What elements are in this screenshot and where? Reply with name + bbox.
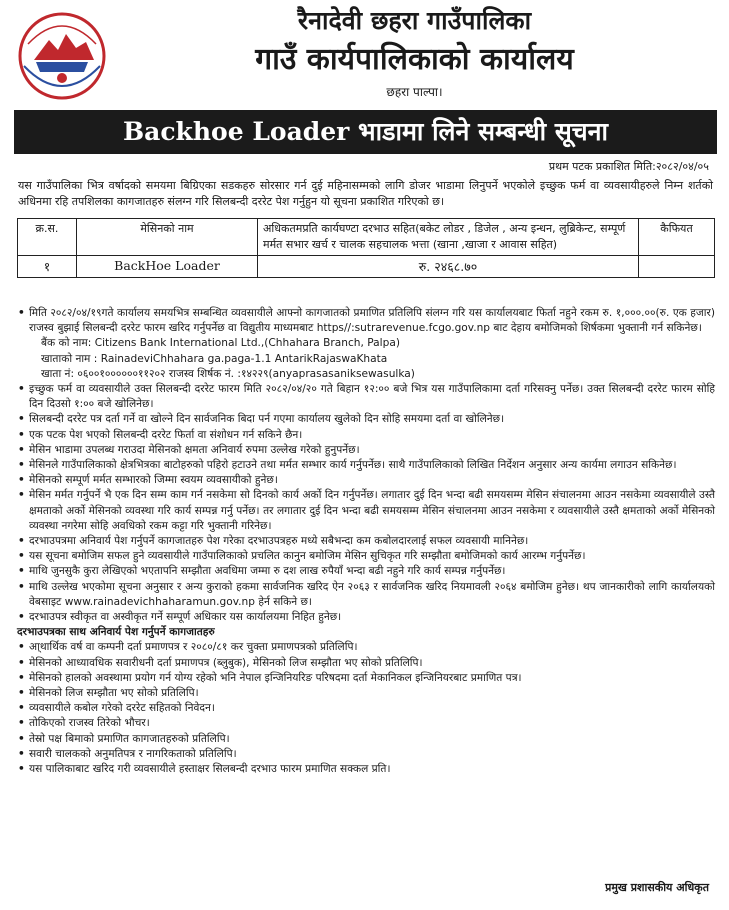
condition-item: • दरभाउपत्रमा अनिवार्य पेश गर्नुपर्ने कागजातहरु पेश गरेका दरभाउपत्रहरु मध्ये सबैभन्दा कम कबोलदारलाई सफल व्यवसायी मानिनेछ। [17,534,715,549]
condition-item [17,306,715,382]
document-item: • यस पालिकाबाट खरिद गरी व्यवसायीले हस्ताक्षर सिलबन्दी दरभाउ फारम प्रमाणित सक्कल प्रति। [17,762,715,777]
condition-item: • माथि उल्लेख भएकोमा सूचना अनुसार र अन्य कुराको हकमा सार्वजनिक खरिद ऐन २०६३ र सार्वजनिक खरिद नियमावली २०६४ बमोजिम हुनेछ। थप जानकारीको लागि कार्यालयको वेबसाइट www.rainadevichhaharamun.gov.np हेर्न सकिने छ। [17,580,715,610]
table-row [18,256,715,278]
condition-item: • मेसिनले गाउँपालिकाको क्षेत्रभित्रका बाटोहरुको पहिरो हटाउने तथा मर्मत सम्भार कार्य गर्नुपर्नेछ। साथै गाउँपालिकाको लिखित निर्देशन अनुसार अन्य कार्यमा लगाउन सकिनेछ। [17,458,715,473]
notice-title-banner: Backhoe Loader भाडामा लिने सम्बन्धी सूचना [14,110,717,154]
rate-table [17,218,715,278]
condition-item: • मेसिनको सम्पूर्ण मर्मत सम्भारको जिम्मा स्वयम व्यवसायीको हुनेछ। [17,473,715,488]
condition-item: • यस सूचना बमोजिम सफल हुने व्यवसायीले गाउँपालिकाको प्रचलित कानुन बमोजिम मेसिन सुचिकृत गरि सम्झौता बमोजिमको कार्य आरम्भ गर्नुपर्नेछ। [17,549,715,564]
document-item: • तोकिएको राजस्व तिरेको भौचर। [17,716,715,731]
document-item: • तेस्रो पक्ष बिमाको प्रमाणित कागजातहरुको प्रतिलिपि। [17,732,715,747]
condition-item: • मेसिन भाडामा उपलब्ध गराउदा मेसिनको क्षमता अनिवार्य रुपमा उल्लेख गरेको हुनुपर्नेछ। [17,443,715,458]
bank-name: बैंक को नाम: Citizens Bank International Ltd.,(Chhahara Branch, Palpa) [41,337,400,350]
document-item: • मेसिनको आध्यावधिक सवारीधनी दर्ता प्रमाणपत्र (ब्लुबुक), मेसिनको लिज सम्झौता भए सोको प्रतिलिपि। [17,656,715,671]
document-item: • मेसिनको लिज सम्झौता भए सोको प्रतिलिपि। [17,686,715,701]
account-name: खाताको नाम : RainadeviChhahara ga.paga-1.1 AntarikRajaswaKhata [41,352,388,365]
municipality-name: रैनादेवी छहरा गाउँपालिका [297,6,532,35]
col-header-sn: क्र.स. [18,219,77,256]
cell-rate: रु. २४६८.७० [258,256,639,278]
notice-body [17,306,715,777]
office-address: छहरा पाल्पा। [386,85,443,99]
col-header-machine: मेसिनको नाम [77,219,258,256]
documents-section-title: दरभाउपत्रका साथ अनिवार्य पेश गर्नुपर्ने कागजातहरु [17,626,215,639]
intro-paragraph: यस गाउँपालिका भित्र वर्षादको समयमा बिग्रिएका सडकहरु सोरसार गर्न दुई महिनासम्मको लागि डोजर भाडामा लिनुपर्ने भएकोले इच्छुक फर्म वा व्यवसायीहरुले निम्न शर्तको अधिनमा रहि तपशिलका कागजातहरु संलग्न गरि सिलबन्दी दररेट पेश गर्नुहुन यो सूचना प्रकाशित गरिएको छ। [18,179,713,208]
document-item: • व्यवसायीले कबोल गरेको दररेट सहितको निवेदन। [17,701,715,716]
condition-item: • सिलबन्दी दररेट पत्र दर्ता गर्ने वा खोल्ने दिन सार्वजनिक बिदा पर्न गएमा कार्यालय खुलेको दिन सोहि समयमा दर्ता वा खोलिनेछ। [17,412,715,427]
cell-remarks [639,256,715,278]
municipality-emblem-icon [14,10,110,100]
condition-item: • माथि जुनसुकै कुरा लेखिएको भएतापनि सम्झौता अवधिमा जम्मा रु दश लाख रुपैयाँ भन्दा बढी नहुने गरि कार्य सम्पन्न गर्नुपर्नेछ। [17,564,715,579]
document-item: • सवारी चालकको अनुमतिपत्र र नागरिकताको प्रतिलिपि। [17,747,715,762]
table-header-row [18,219,715,256]
col-header-remarks: कैफियत [639,219,715,256]
cell-machine: BackHoe Loader [77,256,258,278]
account-number: खाता नं: ०६००१००००००११२०२ राजस्व शिर्षक नं. :१४२२९(anyaprasasaniksewasulka) [41,367,415,380]
col-header-rate: अधिकतमप्रति कार्यघण्टा दरभाउ सहित(बकेट लोडर , डिजेल , अन्य इन्धन, लुब्रिकेन्ट, सम्पूर्ण मर्मत सभार खर्च र चालक सहचालक भत्ता (खाना ,खाजा र आवास सहित) [258,219,639,256]
document-item: • मेसिनको हालको अवस्थामा प्रयोग गर्न योग्य रहेको भनि नेपाल इन्जिनियरिङ परिषदमा दर्ता मेकानिकल इन्जिनियरबाट प्रमाणित पत्र। [17,671,715,686]
office-name: गाउँ कार्यपालिकाको कार्यालय [255,42,574,77]
condition-item: • एक पटक पेश भएको सिलबन्दी दररेट फिर्ता वा संशोधन गर्न सकिने छैन। [17,428,715,443]
condition-item: • मेसिन मर्मत गर्नुपर्ने भै एक दिन सम्म काम गर्न नसकेमा सो दिनको कार्य अर्को दिन गर्नुपर्नेछ। लगातार दुई दिन भन्दा बढी समयसम्म मेसिन संचालनमा आउन नसकेमा व्यवसायीले उस्तै क्षमताको अर्को मेसिनको व्यवस्था गरि कार्य सम्पन्न गर्नु पर्नेछ। तर लगातार दुई दिन भन्दा बढी समयसम्म मेसिन संचालनमा आउन नसकेमा र व्यवसायीले उस्तै क्षमताको अर्को मेसिनको व्यवस्था नगरेमा सोहि अवधिको रकम कट्टा गरि भुक्तानी गरिनेछ। [17,488,715,534]
documents-list [17,640,715,777]
publish-date: प्रथम पटक प्रकाशित मिति:२०८२/०४/०५ [548,160,709,173]
condition-item: • इच्छुक फर्म वा व्यवसायीले उक्त सिलबन्दी दररेट फारम मिति २०८२/०४/२० गते बिहान १२:०० बजे भित्र यस गाउँपालिकामा दर्ता गरिसक्नु पर्नेछ। उक्त सिलबन्दी दररेट फारम सोहि दिन दिउसो १:०० बजे खोलिनेछ। [17,382,715,412]
document-item: • आ्थार्थिक वर्ष वा कम्पनी दर्ता प्रमाणपत्र र २०८०/८१ कर चुक्ता प्रमाणपत्रको प्रतिलिपि। [17,640,715,655]
condition-text: मिति २०८२/०४/१९गते कार्यालय समयभित्र सम्बन्धित व्यवसायीले आफ्नो कागजातको प्रमाणित प्रतिलिपि संलग्न गरि यस कार्यालयबाट फिर्ता नहुने रकम रु. १,०००.००(रु. एक हजार) राजस्व बुझाई सिलबन्दी दररेट फारम खरिद गर्नुपर्नेछ वा विद्युतीय माध्यमबाट https//:sutrarevenue.fcgo.gov.np बाट देहाय बमोजिमको शिर्षकमा भुक्तानी गर्न सकिनेछ। [29,307,715,335]
signatory-title: प्रमुख प्रशासकीय अधिकृत [605,881,709,894]
condition-item: • दरभाउपत्र स्वीकृत वा अस्वीकृत गर्ने सम्पूर्ण अधिकार यस कार्यालयमा निहित हुनेछ। [17,610,715,625]
conditions-list [17,306,715,625]
cell-sn: १ [18,256,77,278]
